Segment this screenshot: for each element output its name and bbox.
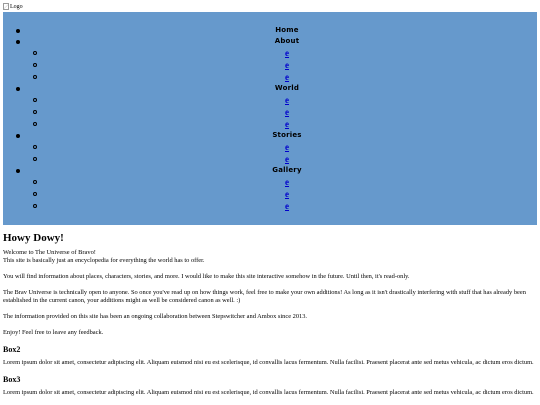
circle-bullet-icon: [33, 51, 37, 55]
paragraph-info: You will find information about places, characters, stories, and more. I would like to make this site interactive somehow in the future. Until then, it's read-only.: [3, 273, 410, 280]
submenu-link[interactable]: e: [285, 95, 289, 105]
box2-heading: Box2: [3, 345, 21, 354]
submenu-item[interactable]: [3, 72, 537, 83]
circle-bullet-icon: [33, 98, 37, 102]
nav-item-about[interactable]: [3, 36, 537, 47]
broken-image-icon: [3, 3, 9, 10]
circle-bullet-icon: [33, 180, 37, 184]
submenu-item[interactable]: [3, 189, 537, 200]
submenu-item[interactable]: [3, 95, 537, 106]
submenu-item[interactable]: [3, 60, 537, 71]
nav-item-gallery[interactable]: [3, 165, 537, 176]
submenu-item[interactable]: [3, 142, 537, 153]
box3-heading: Box3: [3, 375, 21, 384]
paragraph-collaboration: The information provided on this site has been an ongoing collaboration between Stepswitcher and Ambox since 2013.: [3, 313, 308, 320]
circle-bullet-icon: [33, 63, 37, 67]
submenu-link[interactable]: e: [285, 119, 289, 129]
submenu-link[interactable]: e: [285, 154, 289, 164]
nav-item-stories[interactable]: [3, 130, 537, 141]
circle-bullet-icon: [33, 75, 37, 79]
submenu-link[interactable]: e: [285, 142, 289, 152]
circle-bullet-icon: [33, 157, 37, 161]
nav-label-about[interactable]: About: [274, 37, 300, 45]
submenu-link[interactable]: e: [285, 201, 289, 211]
submenu-item[interactable]: [3, 107, 537, 118]
submenu-link[interactable]: e: [285, 177, 289, 187]
submenu-item[interactable]: [3, 119, 537, 130]
logo: [3, 2, 23, 11]
paragraph-feedback: Enjoy! Feel free to leave any feedback.: [3, 329, 104, 336]
circle-bullet-icon: [33, 204, 37, 208]
box2-text: Lorem ipsum dolor sit amet, consectetur adipiscing elit. Aliquam euismod nisi eu est scelerisque, id convallis lacus fermentum. Nulla facilisi. Praesent placerat ante sed metus vehicula, ac dictum eros dictum.: [3, 359, 534, 366]
submenu-link[interactable]: e: [285, 189, 289, 199]
submenu-link[interactable]: e: [285, 72, 289, 82]
nav-item-world[interactable]: [3, 83, 537, 94]
submenu-link[interactable]: e: [285, 107, 289, 117]
submenu-link[interactable]: e: [285, 60, 289, 70]
nav-label-gallery[interactable]: Gallery: [272, 166, 302, 174]
submenu-link[interactable]: e: [285, 48, 289, 58]
circle-bullet-icon: [33, 192, 37, 196]
box3-text: Lorem ipsum dolor sit amet, consectetur adipiscing elit. Aliquam euismod nisi eu est scelerisque, id convallis lacus fermentum. Nulla facilisi. Praesent placerat ante sed metus vehicula, ac dictum eros dictum.: [3, 389, 534, 396]
logo-alt-text: Logo: [10, 3, 23, 10]
paragraph-contribute: The Brav Universe is technically open to anyone. So once you've read up on how things work, feel free to make your own additions! As long as it isn't drastically interfering with stuff that has already been established in the current canon, your additions might as well be considered canon as well. :): [3, 289, 526, 304]
nav-label-stories[interactable]: Stories: [272, 131, 302, 139]
circle-bullet-icon: [33, 145, 37, 149]
intro-welcome: Welcome to The Universe of Bravo!: [3, 249, 96, 256]
intro-paragraph: [3, 249, 535, 265]
submenu-item[interactable]: [3, 48, 537, 59]
page-title: Howy Dowy!: [3, 232, 64, 244]
nav-item-home[interactable]: [3, 25, 537, 36]
nav-label-home[interactable]: Home: [275, 26, 299, 34]
circle-bullet-icon: [33, 110, 37, 114]
main-content: [3, 232, 535, 405]
main-navigation: [3, 12, 537, 225]
circle-bullet-icon: [33, 122, 37, 126]
submenu-item[interactable]: [3, 201, 537, 212]
submenu-item[interactable]: [3, 154, 537, 165]
intro-description: This site is basically just an encyclopedia for everything the world has to offer.: [3, 257, 205, 264]
submenu-item[interactable]: [3, 177, 537, 188]
nav-label-world[interactable]: World: [274, 84, 300, 92]
